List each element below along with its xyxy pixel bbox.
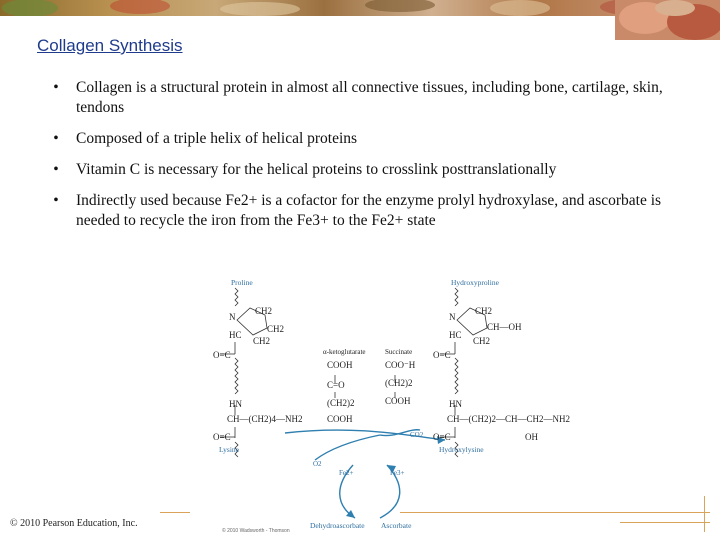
label-dehydroascorbate: Dehydroascorbate [310,521,365,530]
svg-text:COOH: COOH [327,360,353,370]
svg-text:O=C: O=C [433,350,451,360]
label-lysine: Lysine [219,445,239,454]
decorative-corner-image [615,0,720,40]
svg-text:N: N [229,312,236,322]
svg-text:O=C: O=C [213,350,231,360]
bullet-text: Collagen is a structural protein in almost all connective tissues, including bone, cartilage, skin, tendons [76,79,663,116]
svg-text:HC: HC [229,330,242,340]
svg-text:CH2: CH2 [473,336,491,346]
slide-title: Collagen Synthesis [37,36,183,55]
svg-text:COOH: COOH [385,396,411,406]
svg-text:CH—(CH2)4—NH2: CH—(CH2)4—NH2 [227,414,303,424]
svg-text:CH2: CH2 [475,306,493,316]
svg-text:HN: HN [449,399,462,409]
bullet-item [50,78,670,118]
footer-rule [620,522,710,523]
bullet-item [50,191,670,231]
svg-text:HN: HN [229,399,242,409]
svg-text:N: N [449,312,456,322]
bullet-symbol: • [53,192,59,209]
svg-text:HC: HC [449,330,462,340]
collagen-hydroxylation-diagram [205,270,635,532]
svg-text:CH2: CH2 [267,324,285,334]
svg-text:CH2: CH2 [253,336,271,346]
bullet-text: Indirectly used because Fe2+ is a cofactor for the enzyme prolyl hydroxylase, and ascorbate is needed to recycle the iron from the Fe3+ to the Fe2+ state [76,192,662,229]
label-succinate: Succinate [385,348,413,356]
svg-text:COO⁻H: COO⁻H [385,360,416,370]
bullet-list [50,78,670,242]
svg-text:(CH2)2: (CH2)2 [327,398,355,408]
label-ascorbate: Ascorbate [381,521,412,530]
label-hydroxylysine: Hydroxylysine [439,445,484,454]
footer-rule [400,512,710,513]
label-fe2: Fe2+ [339,469,354,477]
label-fe3: Fe3+ [390,469,405,477]
label-co2: CO2 [410,431,424,439]
svg-text:CH—(CH2)2—CH—CH2—NH2: CH—(CH2)2—CH—CH2—NH2 [447,414,571,424]
bullet-symbol: • [53,79,59,96]
svg-text:CH2: CH2 [255,306,273,316]
bullet-text: Composed of a triple helix of helical proteins [76,130,358,147]
bullet-item [50,160,670,180]
svg-text:(CH2)2: (CH2)2 [385,378,413,388]
bullet-symbol: • [53,130,59,147]
svg-text:OH: OH [525,432,538,442]
svg-text:COOH: COOH [327,414,353,424]
footer-rule [704,496,705,532]
bullet-item [50,129,670,149]
svg-text:CH—OH: CH—OH [487,322,522,332]
label-o2: O2 [313,460,322,468]
bullet-symbol: • [53,161,59,178]
bullet-text: Vitamin C is necessary for the helical proteins to crosslink posttranslationally [76,161,557,178]
label-proline: Proline [231,278,253,287]
copyright-footer: © 2010 Pearson Education, Inc. [10,518,138,529]
svg-text:C=O: C=O [327,380,345,390]
svg-text:O=C: O=C [213,432,231,442]
label-ketoglutarate: α-ketoglutarate [323,348,366,356]
label-hydroxyproline: Hydroxyproline [451,278,499,287]
image-credit: © 2010 Wadsworth - Thomson [222,528,290,534]
svg-text:O=C: O=C [433,432,451,442]
decorative-banner [0,0,720,16]
footer-rule [160,512,190,513]
